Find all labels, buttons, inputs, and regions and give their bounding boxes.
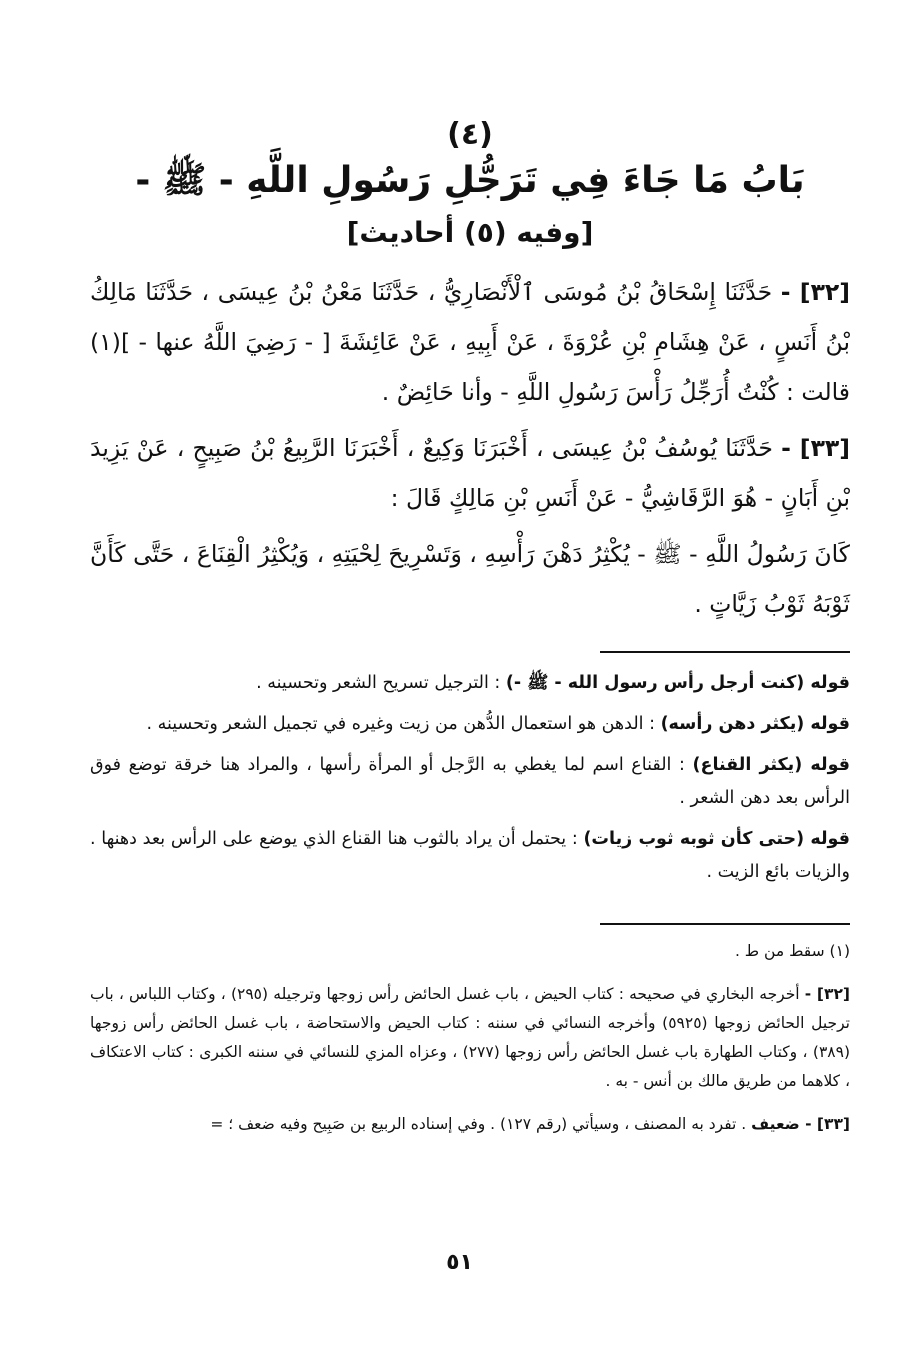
chapter-title: بَابُ مَا جَاءَ فِي تَرَجُّلِ رَسُولِ اللَّهِ - ﷺ - [135, 160, 805, 201]
book-page [90, 115, 850, 1153]
footnotes-separator [600, 923, 850, 925]
chapter-number: (٤) [447, 117, 493, 152]
footnote-text: (١) سقط من ط . [734, 942, 850, 960]
footnote-key: [٣٣] - ضعيف [751, 1115, 850, 1133]
note-text: : الدهن هو استعمال الدُّهن من زيت وغيره في تجميل الشعر وتحسينه . [146, 714, 661, 734]
hadith-33 [90, 423, 850, 523]
note-key: قوله (كنت أرجل رأس رسول الله - ﷺ -) [505, 673, 850, 693]
footnote-text: أخرجه البخاري في صحيحه : كتاب الحيض ، باب غسل الحائض رأس زوجها وترجيله (٢٩٥) ، وكتاب اللباس ، باب ترجيل الحائض زوجها (٥٩٢٥) وأخرجه النسائي في سننه : كتاب الحيض والاستحاضة ، باب غسل الحائض رأس زوجها (٣٨٩) ، وكتاب الطهارة باب غسل الحائض رأس زوجها (٢٧٧) ، وعزاه المزي للنسائي في سننه الكبرى : كتاب الاعتكاف ، كلاهما من طريق مالك بن أنس - به . [90, 985, 850, 1090]
note [90, 749, 850, 815]
note [90, 823, 850, 889]
note [90, 708, 850, 741]
page-number: ٥١ [446, 1250, 473, 1275]
footnote-key: [٣٢] - [804, 985, 850, 1003]
note-text: : يحتمل أن يراد بالثوب هنا القناع الذي يوضع على الرأس بعد دهنها . والزيات بائع الزيت . [90, 829, 850, 882]
footnote-text: . تفرد به المصنف ، وسيأتي (رقم ١٢٧) . وفي إسناده الربيع بن صَبِيح وفيه ضعف ؛ = [210, 1115, 752, 1133]
notes-separator [600, 651, 850, 653]
hadith-text: حَدَّثَنَا يُوسُفُ بْنُ عِيسَى ، أَخْبَرَنَا وَكِيعٌ ، أَخْبَرَنَا الرَّبِيعُ بْنُ صَبِيحٍ ، عَنْ يَزِيدَ بْنِ أَبَانٍ - هُوَ الرَّقَاشِيُّ - عَنْ أَنَسِ بْنِ مَالِكٍ قَالَ : [90, 434, 850, 512]
note-key: قوله (يكثر دهن رأسه) [660, 714, 850, 734]
chapter-subtitle: [وفيه (٥) أحاديث] [346, 216, 594, 249]
hadith-32 [90, 267, 850, 417]
note-key: قوله (يكثر القناع) [692, 755, 850, 775]
hadith-number: [٣٣] - [781, 434, 850, 462]
note-key: قوله (حتى كأن ثوبه ثوب زيات) [583, 829, 850, 849]
note-text: : القناع اسم لما يغطي به الرَّجل أو المرأة رأسها ، والمراد هنا خرقة توضع فوق الرأس بعد دهن الشعر . [90, 755, 850, 808]
hadith-text: حَدَّثَنَا إِسْحَاقُ بْنُ مُوسَى ٱلْأَنْصَارِيُّ ، حَدَّثَنَا مَعْنُ بْنُ عِيسَى ، حَدَّثَنَا مَالِكُ بْنُ أَنَسٍ ، عَنْ هِشَامِ بْنِ عُرْوَةَ ، عَنْ أَبِيهِ ، عَنْ عَائِشَةَ [ - رَضِيَ اللَّهُ عنها - ](١) قالت : كُنْتُ أُرَجِّلُ رَأْسَ رَسُولِ اللَّهِ - وأنا حَائِضٌ . [90, 278, 850, 406]
hadith-number: [٣٢] - [780, 278, 850, 306]
hadith-33-matn: كَانَ رَسُولُ اللَّهِ - ﷺ - يُكْثِرُ دَهْنَ رَأْسِهِ ، وَتَسْرِيحَ لِحْيَتِهِ ، وَيُكْثِرُ الْقِنَاعَ ، حَتَّى كَأَنَّ ثَوْبَهُ ثَوْبُ زَيَّاتٍ . [90, 540, 850, 618]
footnote [90, 937, 850, 966]
note [90, 667, 850, 700]
footnote [90, 980, 850, 1096]
footnote [90, 1110, 850, 1139]
note-text: : الترجيل تسريح الشعر وتحسينه . [256, 673, 506, 693]
